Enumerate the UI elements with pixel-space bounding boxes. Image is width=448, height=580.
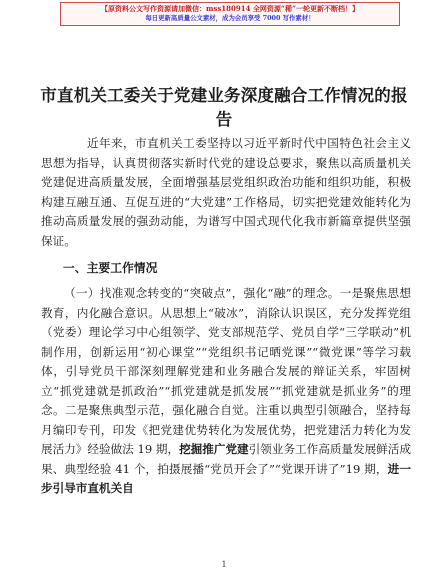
document-title: 市直机关工委关于党建业务深度融合工作情况的报告 (40, 86, 408, 129)
paragraph-bold-text: 挖掘推广党建 (179, 442, 249, 456)
paragraph-bold-text-end: 进一步引导市直机关自 (41, 461, 411, 495)
paragraph-text: （一）找准观念转变的“突破点”，强化“融”的理念。一是聚焦思想教育，内化融合意识。从思想上“破冰”，消除认识误区，充分发挥党组（党委）理论学习中心组领学、党支部规范学、党员自学“三学联动”机制作用，创新运用“初心课堂”“党组织书记晒党课”“微党课”等学习载体，引导党员干部深刻理解党建和业务融合发展的辩证关系，牢固树立“抓党建就是抓政治”“抓党建就是抓发展”“抓党建就是抓业务”的理念。二是聚焦典型示范，强化融合自觉。注重以典型引领融合，坚持每月编印专刊，印发《把党建优势转化为发展优势，把党建活力转化为发展活力》经验做法 19 期， (41, 286, 411, 456)
paragraph-text-continued: 引领业务工作高质量发展鲜活成果、典型经验 41 个，拍摄展播“党员开会了”“党课开讲了”19 期， (41, 442, 411, 476)
promo-banner (60, 2, 400, 26)
promo-banner-line-2: 每日更新高质量公文素材，成为会员享受 7000 写作素材！ (145, 14, 315, 22)
section-heading-main-work: 一、主要工作情况 (63, 261, 158, 275)
page-number: 1 (221, 560, 227, 569)
promo-banner-line-1: 【原资料公文写作资源请加微信：mss180914 全网资源“稀”一轮更新不断档！】 (100, 4, 359, 13)
intro-paragraph: 近年来，市直机关工委坚持以习近平新时代中国特色社会主义思想为指导，认真贯彻落实新时代党的建设总要求，聚焦以高质量机关党建促进高质量发展，全面增强基层党组织政治功能和组织功能，积极构建互融互通、互促互进的“大党建”工作格局，切实把党建效能转化为推动高质量发展的强劲动能，为谱写中国式现代化我市新篇章提供坚强保证。 (41, 136, 411, 248)
section-1-paragraph (41, 284, 411, 499)
